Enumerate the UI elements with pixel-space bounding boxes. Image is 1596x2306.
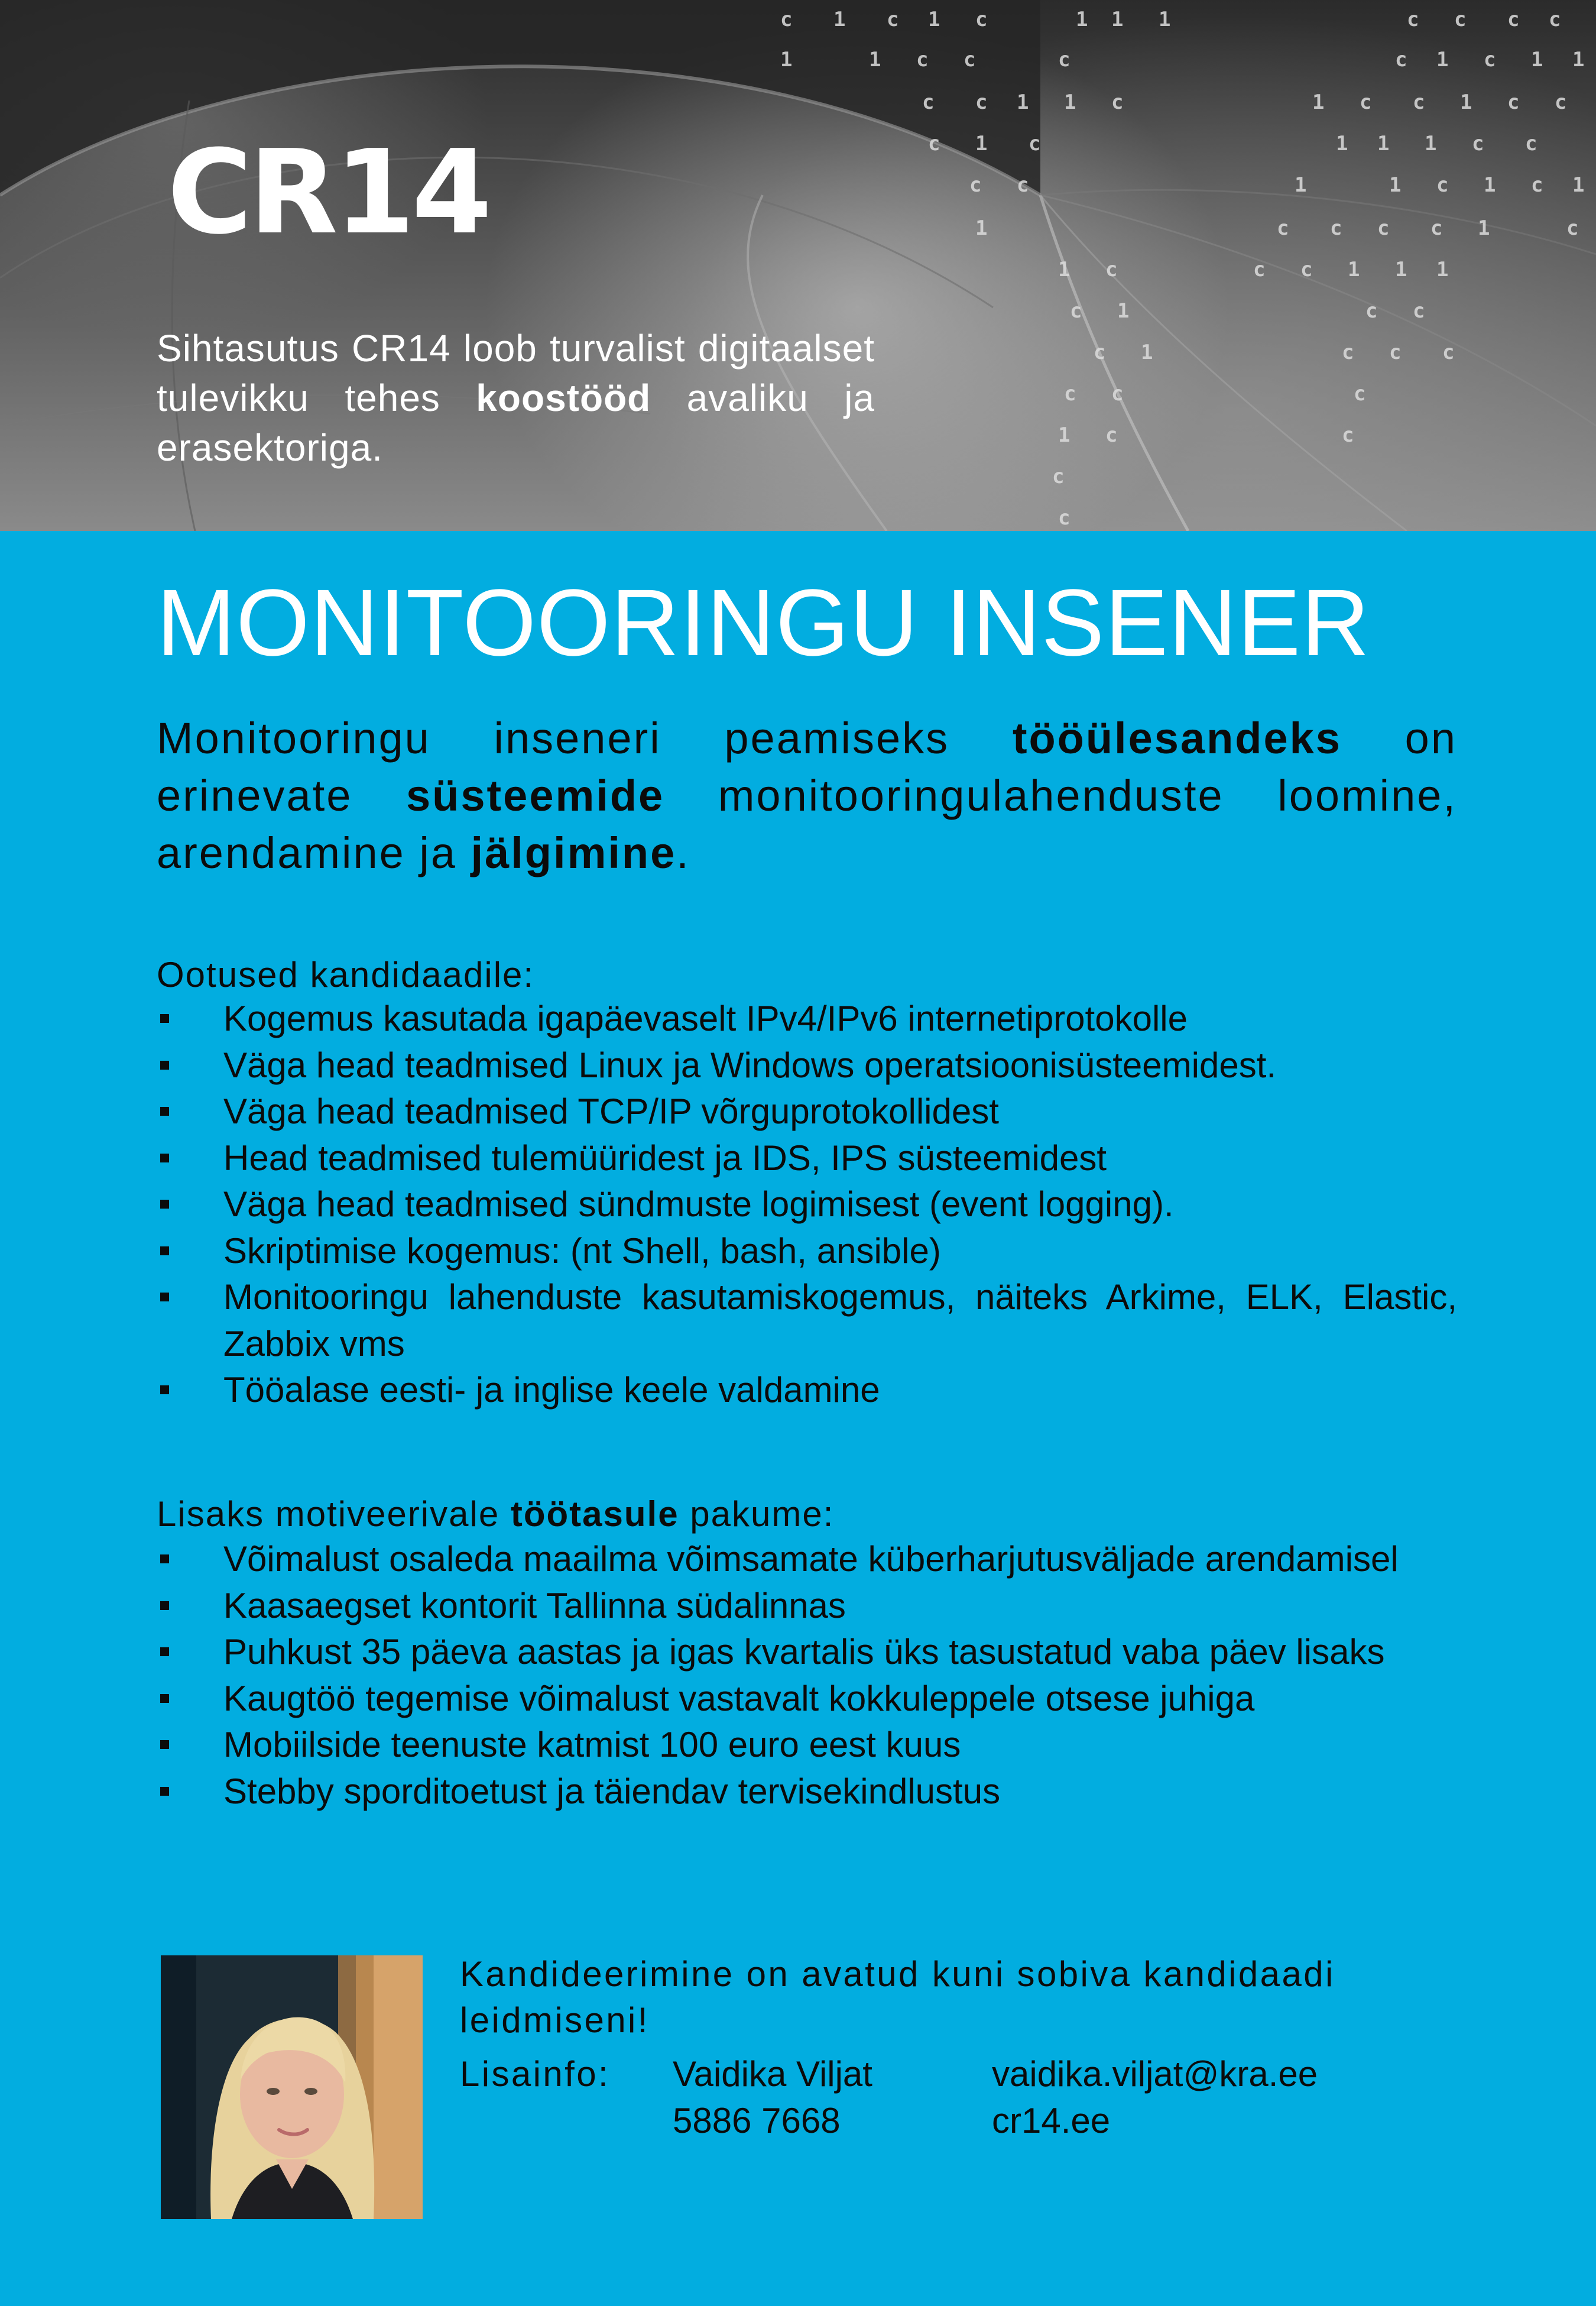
code-rain-glyph: 1 (1460, 90, 1472, 114)
code-rain-glyph: c (1111, 90, 1124, 114)
benefit-text: Kaugtöö tegemise võimalust vastavalt kokkuleppele otsese juhiga (223, 1678, 1255, 1718)
benefits-heading-text: Lisaks motiveerivale (157, 1494, 511, 1534)
benefits-heading (157, 1491, 834, 1537)
bullet-square-icon (160, 1200, 169, 1209)
code-rain-glyph: c (1413, 90, 1425, 114)
requirement-item (157, 996, 1457, 1042)
code-rain-glyph: c (1549, 8, 1561, 31)
benefit-item (157, 1583, 1487, 1630)
code-rain-glyph: c (975, 90, 988, 114)
code-rain-glyph: 1 (1572, 48, 1585, 72)
code-rain-glyph: 1 (1389, 173, 1402, 197)
requirement-text: Kogemus kasutada igapäevaselt IPv4/IPv6 internetiprotokolle (223, 999, 1188, 1038)
job-summary (157, 710, 1457, 882)
bullet-square-icon (160, 1647, 169, 1656)
summary-text: on erinevate (157, 714, 1457, 820)
job-posting-body (0, 531, 1596, 2306)
benefit-item (157, 1629, 1487, 1676)
benefits-heading-emphasis: töötasule (510, 1494, 679, 1534)
requirement-text: Skriptimise kogemus: (nt Shell, bash, ansible) (223, 1230, 941, 1271)
code-rain-glyph: c (1436, 173, 1449, 197)
code-rain-glyph: c (1507, 90, 1520, 114)
code-rain-glyph: c (1377, 216, 1390, 240)
cr14-logo: CR14 (167, 125, 489, 260)
job-title: MONITOORINGU INSENER (157, 569, 1370, 675)
benefit-item (157, 1676, 1487, 1722)
contact-email-link[interactable]: vaidika.viljat@kra.ee (992, 2054, 1318, 2094)
code-rain-glyph: c (1389, 341, 1402, 364)
bullet-square-icon (160, 1014, 169, 1023)
requirement-item (157, 1228, 1457, 1275)
summary-emphasis: jälgimine (471, 828, 677, 877)
contact-label: Lisainfo: (460, 2054, 611, 2094)
requirement-item (157, 1367, 1457, 1414)
requirement-text: Väga head teadmised sündmuste logimisest (event logging). (223, 1184, 1174, 1224)
code-rain-glyph: c (1430, 216, 1443, 240)
requirements-heading: Ootused kandidaadile: (157, 955, 535, 995)
code-rain-glyph: c (1365, 299, 1378, 323)
summary-emphasis: süsteemide (406, 771, 665, 820)
code-rain-glyph: c (1070, 299, 1082, 323)
code-rain-glyph: c (887, 8, 899, 31)
bullet-square-icon (160, 1740, 169, 1749)
code-rain-glyph: c (1507, 8, 1520, 31)
code-rain-glyph: c (1360, 90, 1372, 114)
summary-text: . (676, 828, 690, 877)
website-link[interactable]: cr14.ee (992, 2101, 1111, 2140)
code-rain-glyph: c (780, 8, 793, 31)
code-rain-glyph: 1 (1312, 90, 1325, 114)
code-rain-glyph: 1 (869, 48, 881, 72)
code-rain-glyph: c (1277, 216, 1289, 240)
benefit-item (157, 1536, 1487, 1583)
code-rain-glyph: c (1555, 90, 1567, 114)
code-rain-glyph: c (922, 90, 935, 114)
bullet-square-icon (160, 1694, 169, 1703)
code-rain-glyph: 1 (1377, 132, 1390, 156)
organization-tagline (157, 323, 875, 472)
code-rain-glyph: 1 (1395, 258, 1407, 281)
code-rain-glyph: c (1525, 132, 1537, 156)
code-rain-glyph: c (1454, 8, 1467, 31)
contact-name: Vaidika Viljat (673, 2054, 872, 2094)
code-rain-glyph: 1 (1295, 173, 1307, 197)
code-rain-glyph: c (1472, 132, 1484, 156)
bullet-square-icon (160, 1107, 169, 1116)
benefit-text: Stebby sporditoetust ja täiendav tervisekindlustus (223, 1771, 1001, 1811)
requirements-list (157, 996, 1457, 1414)
code-rain-glyph: 1 (1017, 90, 1029, 114)
code-rain-glyph: c (1407, 8, 1419, 31)
bullet-square-icon (160, 1787, 169, 1796)
benefits-heading-text-end: pakume: (679, 1494, 835, 1534)
code-rain-glyph: c (1064, 382, 1076, 406)
contact-phone: 5886 7668 (673, 2101, 841, 2140)
code-rain-glyph: c (1395, 48, 1407, 72)
benefit-item (157, 1769, 1487, 1815)
code-rain-glyph: 1 (1478, 216, 1490, 240)
requirement-item (157, 1274, 1457, 1367)
code-rain-glyph: 1 (1572, 173, 1585, 197)
code-rain-glyph: c (1253, 258, 1266, 281)
code-rain-glyph: c (1300, 258, 1313, 281)
code-rain-glyph: c (1413, 299, 1425, 323)
code-rain-glyph: c (1484, 48, 1496, 72)
bullet-square-icon (160, 1554, 169, 1563)
code-rain-glyph: 1 (975, 216, 988, 240)
tagline-text: Sihtasutus CR14 loob turvalist digitaalset tulevikku tehes (157, 327, 875, 419)
code-rain-glyph: 1 (1159, 8, 1171, 31)
code-rain-glyph: c (916, 48, 929, 72)
tagline-text-end: avaliku ja erasektoriga. (157, 377, 875, 469)
code-rain-glyph: 1 (1058, 423, 1071, 447)
code-rain-glyph: c (1094, 341, 1106, 364)
bullet-square-icon (160, 1601, 169, 1610)
code-rain-glyph: c (1342, 341, 1354, 364)
code-rain-glyph: c (1058, 506, 1071, 530)
code-rain-glyph: c (975, 8, 988, 31)
bullet-square-icon (160, 1061, 169, 1070)
benefit-text: Võimalust osaleda maailma võimsamate küberharjutusväljade arendamisel (223, 1539, 1399, 1579)
code-rain-glyph: 1 (1348, 258, 1360, 281)
code-rain-glyph: c (1442, 341, 1455, 364)
code-rain-glyph: 1 (1117, 299, 1130, 323)
code-rain-glyph: c (1052, 465, 1065, 488)
requirement-text: Väga head teadmised TCP/IP võrguprotokollidest (223, 1092, 999, 1131)
code-rain-glyph: 1 (780, 48, 793, 72)
summary-text: monitooringulahenduste loomine, arendamine ja (157, 771, 1457, 877)
code-rain-glyph: 1 (1076, 8, 1088, 31)
code-rain-glyph: 1 (1141, 341, 1153, 364)
summary-text: Monitooringu inseneri peamiseks (157, 714, 1013, 763)
code-rain-glyph: 1 (975, 132, 988, 156)
code-rain-glyph: 1 (1436, 258, 1449, 281)
requirement-text: Head teadmised tulemüüridest ja IDS, IPS süsteemidest (223, 1138, 1107, 1178)
code-rain-glyph: c (1566, 216, 1579, 240)
code-rain-glyph: c (1354, 382, 1366, 406)
code-rain-glyph: 1 (1531, 48, 1543, 72)
requirement-item (157, 1089, 1457, 1135)
code-rain-glyph: c (1017, 173, 1029, 197)
code-rain-glyph: 1 (1058, 258, 1071, 281)
code-rain-glyph: c (1111, 382, 1124, 406)
requirement-text: Monitooringu lahenduste kasutamiskogemus, näiteks Arkime, ELK, Elastic, Zabbix vms (223, 1277, 1457, 1363)
hero-banner (0, 0, 1596, 531)
code-rain-glyph: 1 (928, 8, 940, 31)
benefit-text: Mobiilside teenuste katmist 100 euro eest kuus (223, 1725, 961, 1764)
code-rain-glyph: c (1330, 216, 1342, 240)
bullet-square-icon (160, 1385, 169, 1394)
benefits-list (157, 1536, 1487, 1815)
bullet-square-icon (160, 1246, 169, 1255)
code-rain-glyph: 1 (1436, 48, 1449, 72)
code-rain-glyph: c (1058, 48, 1071, 72)
benefit-text: Kaasaegset kontorit Tallinna südalinnas (223, 1585, 846, 1625)
tagline-emphasis: koostööd (476, 377, 651, 419)
code-rain-glyph: 1 (1064, 90, 1076, 114)
code-rain-glyph: c (1105, 423, 1118, 447)
requirement-item (157, 1181, 1457, 1228)
bullet-square-icon (160, 1154, 169, 1162)
application-deadline: Kandideerimine on avatud kuni sobiva kandidaadi leidmiseni! (460, 1954, 1335, 2040)
benefit-text: Puhkust 35 päeva aastas ja igas kvartalis üks tasustatud vaba päev lisaks (223, 1632, 1385, 1672)
code-rain-glyph: c (1531, 173, 1543, 197)
code-rain-glyph: 1 (1425, 132, 1437, 156)
code-rain-glyph: 1 (833, 8, 846, 31)
requirement-text: Tööalase eesti- ja inglise keele valdamine (223, 1370, 880, 1410)
code-rain-glyph: 1 (1111, 8, 1124, 31)
bullet-square-icon (160, 1293, 169, 1301)
contact-person-photo (161, 1955, 423, 2219)
code-rain-glyph: c (1029, 132, 1041, 156)
code-rain-glyph: c (1105, 258, 1118, 281)
requirement-text: Väga head teadmised Linux ja Windows operatsioonisüsteemidest. (223, 1045, 1277, 1085)
code-rain-glyph: c (1342, 423, 1354, 447)
requirement-item (157, 1042, 1457, 1089)
code-rain-glyph: c (928, 132, 940, 156)
code-rain-glyph: 1 (1336, 132, 1348, 156)
summary-emphasis: tööülesandeks (1012, 714, 1342, 763)
code-rain-glyph: c (964, 48, 976, 72)
code-rain-glyph: 1 (1484, 173, 1496, 197)
requirement-item (157, 1135, 1457, 1182)
benefit-item (157, 1722, 1487, 1769)
code-rain-glyph: c (969, 173, 982, 197)
